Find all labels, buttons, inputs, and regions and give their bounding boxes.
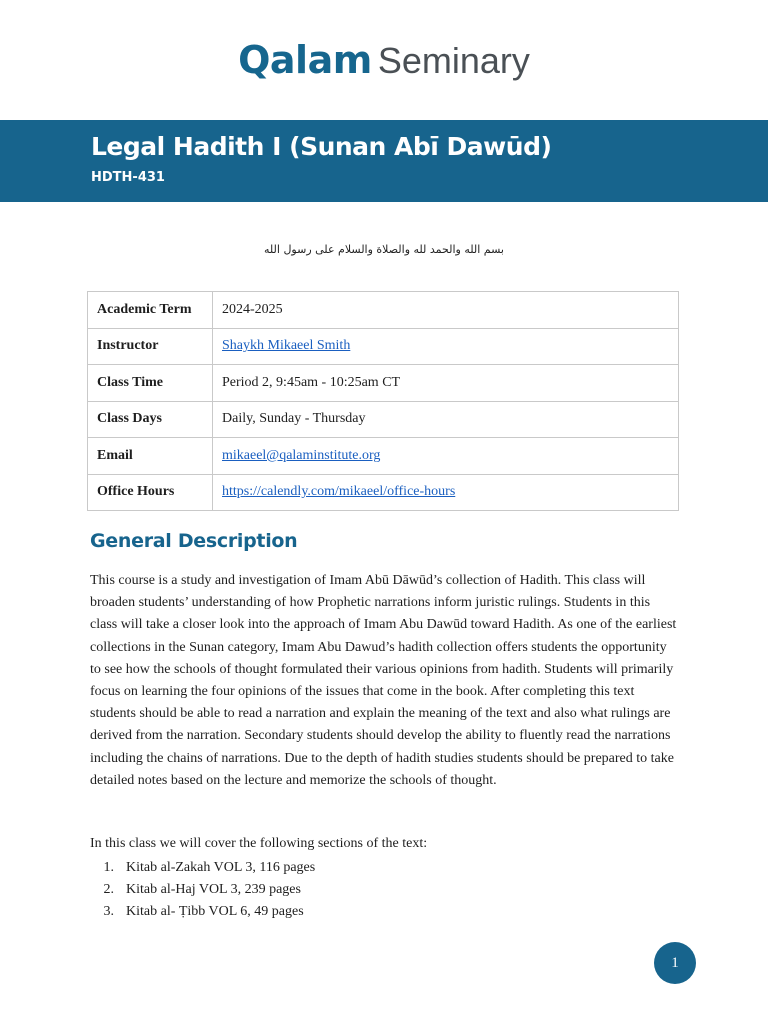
course-code: HDTH-431 bbox=[91, 170, 165, 185]
qalam-seminary-logo bbox=[0, 38, 768, 82]
sections-list bbox=[90, 857, 315, 923]
row-label: Class Days bbox=[88, 401, 213, 438]
list-number: 1. bbox=[103, 860, 114, 875]
list-item bbox=[90, 879, 315, 901]
instructor-link[interactable]: Shaykh Mikaeel Smith bbox=[222, 338, 351, 354]
list-number: 2. bbox=[103, 882, 114, 897]
academic-term-value: 2024-2025 bbox=[213, 292, 679, 329]
table-row bbox=[88, 328, 679, 365]
table-row bbox=[88, 438, 679, 475]
row-label: Instructor bbox=[88, 328, 213, 365]
general-description-heading: General Description bbox=[90, 530, 298, 552]
list-item bbox=[90, 857, 315, 879]
course-banner bbox=[0, 120, 768, 202]
office-hours-link[interactable]: https://calendly.com/mikaeel/office-hours bbox=[222, 484, 456, 500]
basmala: بسم الله والحمد لله والصلاة والسلام على رسول الله bbox=[264, 243, 504, 256]
list-number: 3. bbox=[103, 904, 114, 919]
row-label: Class Time bbox=[88, 365, 213, 402]
list-text: Kitab al- Ṭibb VOL 6, 49 pages bbox=[126, 904, 304, 919]
email-cell bbox=[213, 438, 679, 475]
logo-brand: Qalam bbox=[238, 38, 372, 82]
course-title: Legal Hadith I (Sunan Abī Dawūd) bbox=[91, 132, 552, 161]
course-info-table bbox=[87, 291, 679, 511]
row-label: Email bbox=[88, 438, 213, 475]
class-days-value: Daily, Sunday - Thursday bbox=[213, 401, 679, 438]
table-row bbox=[88, 401, 679, 438]
logo-sub: Seminary bbox=[377, 40, 530, 81]
email-link[interactable]: mikaeel@qalaminstitute.org bbox=[222, 447, 381, 463]
office-hours-cell bbox=[213, 474, 679, 511]
table-row bbox=[88, 474, 679, 511]
sections-intro: In this class we will cover the following sections of the text: bbox=[90, 836, 428, 851]
list-item bbox=[90, 901, 315, 923]
instructor-cell bbox=[213, 328, 679, 365]
description-paragraph: This course is a study and investigation of Imam Abū Dāwūd’s collection of Hadith. This class will broaden students’ understanding of how Prophetic narrations inform juristic rulings. Students in this class will take a closer look into the approach of Imam Abu Dawūd toward Hadith. As one of the earliest collections in the Sunan category, Imam Abu Dawud’s hadith collection offers students the opportunity to see how the schools of thought formulated their various opinions from hadith. Students will primarily focus on learning the four opinions of the issues that come in the book. After completing this text students should be able to read a narration and explain the meaning of the text and also what rulings are derived from the narration. Secondary students should develop the ability to fluently read the narrations including the chains of narrations. Due to the depth of hadith studies students should be prepared to take detailed notes based on the lecture and memorize the schools of thought. bbox=[90, 573, 677, 788]
list-text: Kitab al-Zakah VOL 3, 116 pages bbox=[126, 860, 316, 875]
page-number-badge: 1 bbox=[654, 942, 696, 984]
table-row bbox=[88, 365, 679, 402]
class-time-value: Period 2, 9:45am - 10:25am CT bbox=[213, 365, 679, 402]
list-text: Kitab al-Haj VOL 3, 239 pages bbox=[126, 882, 301, 897]
row-label: Academic Term bbox=[88, 292, 213, 329]
table-row bbox=[88, 292, 679, 329]
row-label: Office Hours bbox=[88, 474, 213, 511]
